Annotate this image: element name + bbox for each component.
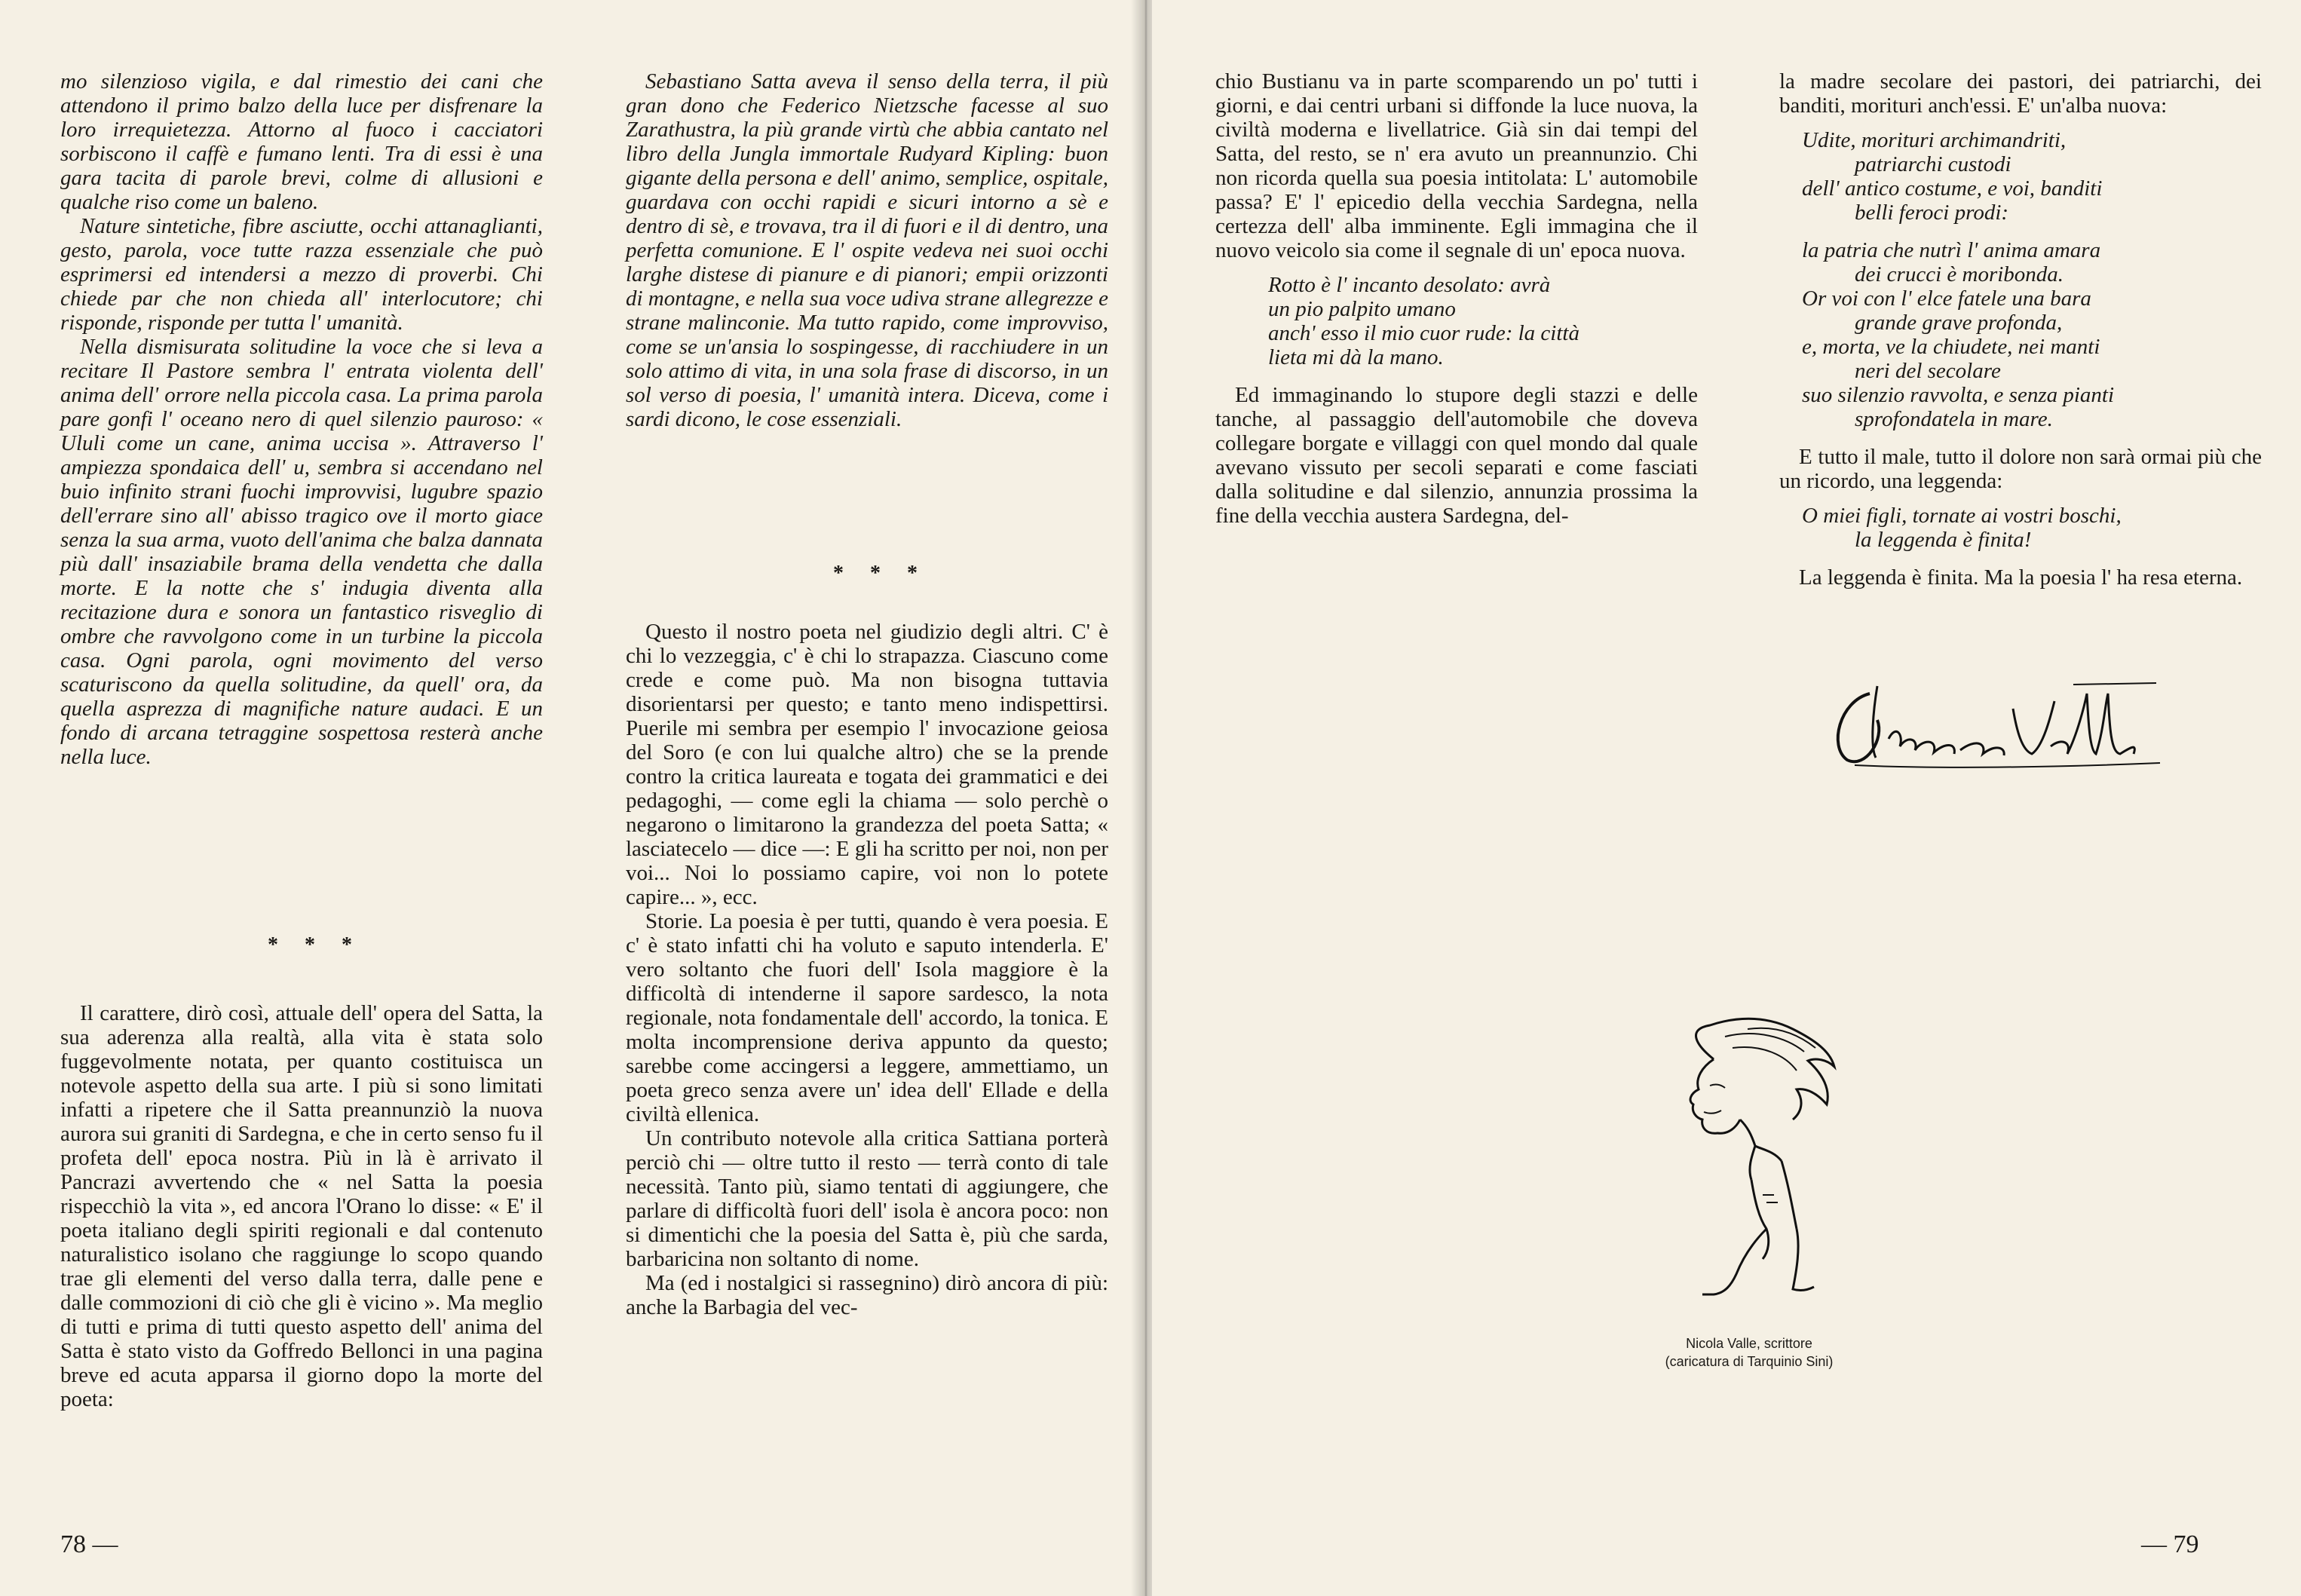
verse-line: Udite, morituri archimandriti, bbox=[1802, 128, 2067, 152]
verse-line: lieta mi dà la mano. bbox=[1268, 345, 1444, 369]
caption-line: (caricatura di Tarquinio Sini) bbox=[1665, 1354, 1834, 1369]
left-column-2-top bbox=[626, 69, 1108, 431]
verse-line: grande grave profonda, bbox=[1855, 311, 2063, 335]
left-column-1-top bbox=[60, 69, 543, 769]
caricature-drawing bbox=[1642, 1014, 1846, 1323]
right-column-2 bbox=[1779, 69, 2262, 590]
paragraph: Storie. La poesia è per tutti, quando è vera poesia. E c' è stato infatti chi ha voluto e saputo intenderla. E' vero soltanto che fuori dell' Isola maggiore è la difficoltà di intenderne il sapore sardesco, la nota regionale, nota fondamentale dell' accordo, la tonica. E molta incomprensione deriva appunto da questo; sarebbe come accingersi a leggere, ammettiamo, un poeta greco senza avere un' idea dell' Ellade e della civiltà ellenica. bbox=[626, 909, 1108, 1126]
verse-line: anch' esso il mio cuor rude: la città bbox=[1268, 321, 1579, 345]
paragraph: La leggenda è finita. Ma la poesia l' ha resa eterna. bbox=[1799, 565, 2243, 590]
verse-line: suo silenzio ravvolta, e senza pianti bbox=[1802, 383, 2115, 407]
section-separator: * * * bbox=[833, 562, 928, 585]
verse-line: e, morta, ve la chiudete, nei manti bbox=[1802, 335, 2100, 359]
paragraph: Il carattere, dirò così, attuale dell' opera del Satta, la sua aderenza alla realtà, alla vita è stata solo fuggevolmente notata, per quanto costituisca un notevole aspetto della sua arte. I più si sono limitati infatti a ripetere che il Satta preannunziò la nuova aurora sui graniti di Sardegna, e che in certo senso fu il profeta dell' epoca nostra. Più in là è arrivato il Pancrazi avvertendo che « nel Satta la poesia rispecchiò la vita », ed ancora l'Orano lo disse: « E' il poeta italiano degli spiriti regionali e dal contenuto naturalistico isolano che raggiunge lo scopo quando trae gli elementi del verso dalla terra, dalle pene e dalle commozioni di ciò che gli è vicino ». Ma meglio di tutti e prima di tutti questo aspetto dell' anima del Satta è stato visto da Goffredo Bellonci in una pagina breve ed acuta apparsa il giorno dopo la morte del poeta: bbox=[60, 1001, 543, 1411]
paragraph: E tutto il male, tutto il dolore non sarà ormai più che un ricordo, una leggenda: bbox=[1779, 445, 2262, 493]
verse-quote bbox=[1802, 504, 2262, 552]
paragraph: Ma (ed i nostalgici si rassegnino) dirò ancora di più: anche la Barbagia del vec- bbox=[626, 1271, 1108, 1319]
caricature-caption bbox=[1606, 1334, 1892, 1371]
verse-line: Or voi con l' elce fatele una bara bbox=[1802, 286, 2091, 311]
page-number-right: — 79 bbox=[2141, 1530, 2199, 1558]
verse-line: belli feroci prodi: bbox=[1855, 201, 2009, 225]
paragraph: la madre secolare dei pastori, dei patriarchi, dei banditi, morituri anch'essi. E' un'alba nuova: bbox=[1779, 69, 2262, 118]
author-signature bbox=[1825, 663, 2179, 784]
verse-line: neri del secolare bbox=[1855, 359, 2001, 383]
verse-line: dell' antico costume, e voi, banditi bbox=[1802, 176, 2103, 201]
paragraph: Un contributo notevole alla critica Sattiana porterà perciò chi — oltre tutto il resto — terrà conto di tale necessità. Tanto più, siamo tentati di aggiungere, che parlare di difficoltà fuori dell' isola è ancora poco: non si dimentichi che la poesia del Satta è, più che sarda, barbaricina non soltanto di nome. bbox=[626, 1126, 1108, 1271]
verse-line: un pio palpito umano bbox=[1268, 297, 1456, 321]
paragraph: mo silenzioso vigila, e dal rimestio dei cani che attendono il primo balzo della luce per disfrenare la loro irrequietezza. Attorno al fuoco i cacciatori sorbiscono il caffè e fumano lenti. Tra di essi è una gara tacita di parole brevi, colme di allusioni e qualche riso come un baleno. bbox=[60, 69, 543, 214]
paragraph: chio Bustianu va in parte scomparendo un po' tutti i giorni, e dai centri urbani si diffonde la luce nuova, la civiltà moderna e livellatrice. Già sin dai tempi del Satta, del resto, se n' era avuto un preannunzio. Chi non ricorda quella sua poesia intitolata: L' automobile passa? E' l' epicedio della vecchia Sardegna, nella certezza dell' alba imminente. Egli immagina che il nuovo veicolo sia come il segnale di un' epoca nuova. bbox=[1215, 69, 1698, 262]
verse-line: O miei figli, tornate ai vostri boschi, bbox=[1802, 504, 2122, 528]
verse-line: la leggenda è finita! bbox=[1855, 528, 2032, 552]
verse-quote bbox=[1802, 238, 2262, 431]
page-number-left: 78 — bbox=[60, 1530, 118, 1558]
section-separator: * * * bbox=[268, 933, 363, 957]
verse-quote bbox=[1802, 128, 2262, 225]
left-column-1-bottom bbox=[60, 1001, 543, 1411]
left-column-2-bottom bbox=[626, 620, 1108, 1319]
verse-line: patriarchi custodi bbox=[1855, 152, 2011, 176]
verse-line: dei crucci è moribonda. bbox=[1855, 262, 2064, 286]
paragraph: Questo il nostro poeta nel giudizio degli altri. C' è chi lo vezzeggia, c' è chi lo strapazza. Ciascuno come crede e come può. Ma non bisogna tuttavia disorientarsi per questo; e tanto meno indispettirsi. Puerile mi sembra per esempio l' invocazione geiosa del Soro (e con lui qualche altro) che se la prende contro la critica laureata e togata dei grammatici e dei pedagoghi, — come egli la chiama — solo perchè o negarono o limitarono la grandezza del poeta Satta; « lasciatecelo — dice —: E gli ha scritto per noi, non per voi... Noi lo possiamo capire, voi non lo potete capire... », ecc. bbox=[626, 620, 1108, 909]
verse-line: sprofondatela in mare. bbox=[1855, 407, 2053, 431]
paragraph: Ed immaginando lo stupore degli stazzi e delle tanche, al passaggio dell'automobile che doveva collegare borgate e villaggi con quel mondo dal quale avevano vissuto per secoli separati e come fasciati dalla solitudine e dal silenzio, annunzia prossima la fine della vecchia austera Sardegna, del- bbox=[1215, 383, 1698, 528]
paragraph: Nella dismisurata solitudine la voce che si leva a recitare Il Pastore sembra l' entrata violenta dell' anima dell' orrore nella piccola casa. La prima parola pare gonfi l' oceano nero di quel silenzio pauroso: « Ululi come un cane, anima uccisa ». Attraverso l' ampiezza spondaica dell' u, sembra si accendano nel buio infinito strani fuochi improvvisi, lugubre spazio dell'errare sino all' abisso tragico ove il morto giace senza la sua arma, vuoto dell'anima che balza dannata più dall' insaziabile brama della vendetta che dalla morte. E la notte che s' indugia diventa alla recitazione dura e sonora un fantastico risveglio di ombre che ravvolgono come in un turbine la piccola casa. Ogni parola, ogni movimento del verso scaturiscono da quella solitudine, da quell' ora, da quella asprezza di magnifiche nature audaci. E un fondo di arcana tetraggine sospettosa resterà anche nella luce. bbox=[60, 335, 543, 769]
verse-line: la patria che nutrì l' anima amara bbox=[1802, 238, 2101, 262]
paragraph: Nature sintetiche, fibre asciutte, occhi attanaglianti, gesto, parola, voce tutte razza essenziale che può esprimersi ed intendersi a mezzo di proverbi. Chi chiede par che non chieda all' interlocutore; chi risponde, risponde per tutta l' umanità. bbox=[60, 214, 543, 335]
quotation-paragraph: Sebastiano Satta aveva il senso della terra, il più gran dono che Federico Nietzsche facesse al suo Zarathustra, la più grande virtù che abbia cantato nel libro della Jungla immortale Rudyard Kipling: buon gigante della persona e dell' animo, semplice, ospitale, guardava con occhi rapidi e sicuri intorno a sè e dentro di sè, e trovava, tra il di fuori e il di dentro, una perfetta comunione. E l' ospite vedeva nei suoi occhi larghe distese di pianure e di pianori; empii orizzonti di montagne, e nella sua voce udiva strane allegrezze e strane malinconie. Ma tutto rapido, come improvviso, come se un'ansia lo sospingesse, di racchiudere in un solo attimo di vita, in una sola frase di discorso, in un sol verso di poesia, l' umanità intera. Diceva, come i sardi dicono, le cose essenziali. bbox=[626, 69, 1108, 431]
left-page bbox=[0, 0, 1146, 1596]
verse-quote bbox=[1268, 273, 1698, 369]
verse-line: Rotto è l' incanto desolato: avrà bbox=[1268, 273, 1551, 297]
right-column-1 bbox=[1215, 69, 1698, 528]
caption-line: Nicola Valle, scrittore bbox=[1686, 1336, 1812, 1351]
